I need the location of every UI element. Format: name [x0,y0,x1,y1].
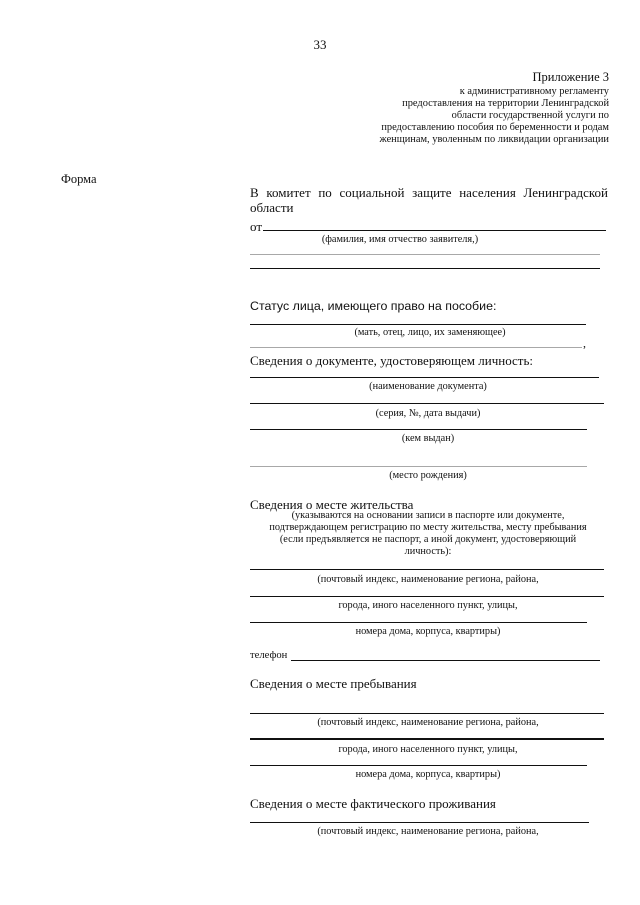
residence-note-line: подтверждающем регистрацию по месту жительства, месту пребывания [269,522,587,533]
residence-hint-2: города, иного населенного пункт, улицы, [338,600,518,611]
document-name-line[interactable] [250,377,599,378]
stay-hint-3: номера дома, корпуса, квартиры) [355,769,501,780]
status-extra-line[interactable] [250,347,582,348]
residence-hint-1: (почтовый индекс, наименование региона, района, [317,574,539,585]
applicant-name-hint: (фамилия, имя отчество заявителя,) [321,234,479,245]
appendix-line: предоставления на территории Ленинградской [402,98,609,109]
stay-line-1[interactable] [250,713,604,714]
birth-place-hint: (место рождения) [389,470,467,481]
actual-residence-title: Сведения о месте фактического проживания [250,796,496,811]
document-name-hint: (наименование документа) [369,381,487,392]
residence-line-2[interactable] [250,596,604,597]
residence-note-line: (если предъявляется не паспорт, а иной документ, удостоверяющий [279,534,577,545]
document-issuer-line[interactable] [250,429,587,430]
form-label: Форма [61,172,97,186]
stay-hint-2: города, иного населенного пункт, улицы, [338,744,518,755]
addressee-text: В комитет по социальной защите населения Ленинградской области [250,185,608,215]
appendix-title: Приложение 3 [532,70,609,84]
applicant-extra-line-2[interactable] [250,268,600,269]
status-line[interactable] [250,324,586,325]
residence-note-line: личность): [404,546,452,557]
document-issuer-hint: (кем выдан) [401,433,455,444]
stay-hint-1: (почтовый индекс, наименование региона, района, [317,717,539,728]
residence-title: Сведения о месте жительства [250,497,414,512]
status-hint: (мать, отец, лицо, их заменяющее) [354,327,506,338]
applicant-name-line[interactable] [263,230,606,231]
appendix-line: женщинам, уволенным по ликвидации организации [379,134,609,145]
appendix-header [309,70,609,146]
appendix-line: области государственной услуги по [451,110,609,121]
identity-document-title: Сведения о документе, удостоверяющем личность: [250,353,534,368]
document-series-hint: (серия, №, дата выдачи) [375,408,481,419]
page-number: 33 [313,37,327,52]
document-series-line[interactable] [250,403,604,404]
status-comma: , [583,336,586,350]
stay-line-2[interactable] [250,738,604,740]
residence-note-line: (указываются на основании записи в паспорте или документе, [291,510,565,521]
phone-label: телефон [250,650,288,661]
residence-note [250,510,606,558]
stay-title: Сведения о месте пребывания [250,676,417,691]
stay-line-3[interactable] [250,765,587,766]
birth-place-line[interactable] [250,466,587,467]
actual-residence-hint-1: (почтовый индекс, наименование региона, района, [317,826,539,837]
status-title: Статус лица, имеющего право на пособие: [250,299,497,313]
appendix-line: предоставлению пособия по беременности и родам [381,122,609,133]
actual-residence-line-1[interactable] [250,822,589,823]
residence-line-1[interactable] [250,569,604,570]
residence-hint-3: номера дома, корпуса, квартиры) [355,626,501,637]
appendix-line: к административному регламенту [459,86,609,97]
applicant-extra-line-1[interactable] [250,254,600,255]
residence-line-3[interactable] [250,622,587,623]
from-label: от [250,219,263,234]
phone-line[interactable] [291,660,600,661]
